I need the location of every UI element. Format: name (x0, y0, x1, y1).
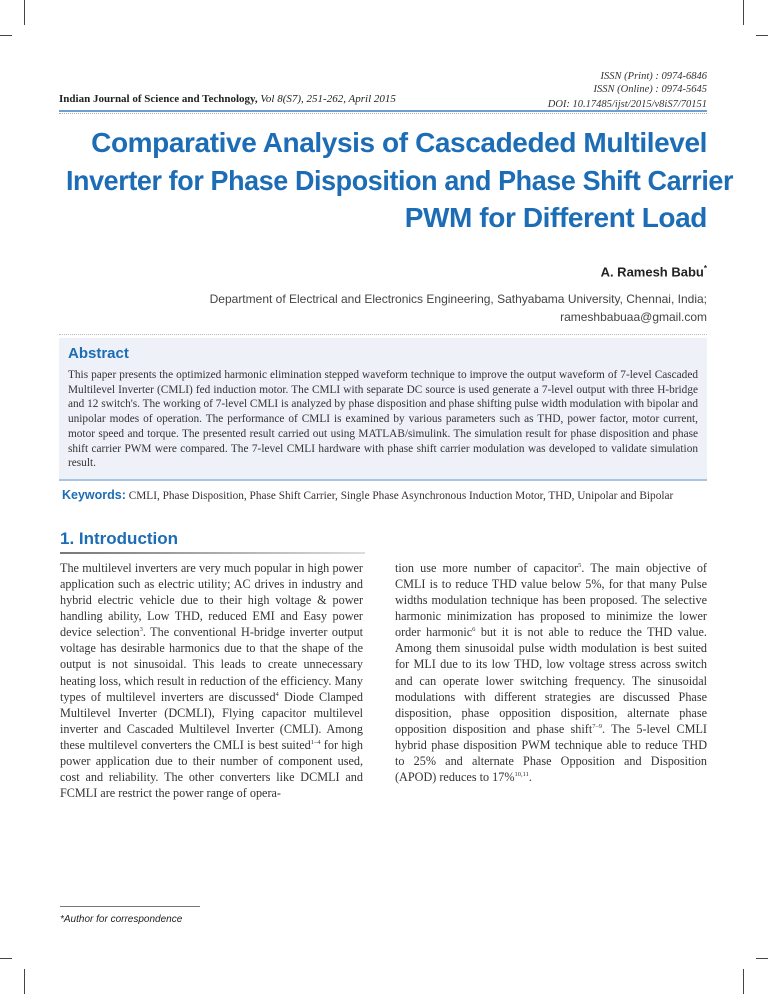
citation-ref: 1–4 (310, 738, 321, 746)
citation-ref: 7–9 (592, 722, 602, 730)
body-text: tion use more number of capacitor (395, 560, 579, 575)
abstract-heading: Abstract (68, 345, 129, 362)
crop-mark (743, 969, 744, 994)
crop-mark (0, 35, 12, 36)
affiliation (210, 290, 707, 326)
author (601, 264, 707, 279)
footnote: *Author for correspondence (60, 914, 183, 925)
title-line: PWM for Different Load (404, 202, 707, 233)
issn-online: ISSN (Online) : 0974-5645 (593, 84, 707, 95)
main-content (59, 338, 707, 801)
keywords-label: Keywords: (62, 487, 126, 502)
citation-ref: 6 (472, 626, 476, 634)
body-text: but it is not able to reduce the THD value. Among them sinusoidal pulse width modulation is best suited for MLI due to its low THD, low voltage stress across switch and can operate lower switching frequency. The sinusoidal modulations with different strategies are discussed Phase disposition, phase opposition disposition, alternate phase opposition disposition and phase shift (395, 625, 707, 736)
body-text: The multilevel inverters are very much popular in high power application such as electric utility; AC drives in industry and hybrid electric vehicle due to their high voltage & power handling ability, Low THD, reduced EMI and Easy power device selection (60, 560, 363, 640)
citation-ref: 3 (139, 626, 143, 634)
header-rule (59, 110, 707, 112)
body-text: Diode Clamped Multilevel Inverter (DCMLI), Flying capacitor multilevel inverter and Cascaded Multilevel Inverter (CMLI). Among these multilevel converters the CMLI is best suited (60, 689, 363, 752)
section-heading: 1. Introduction (60, 528, 179, 548)
affiliation-line: Department of Electrical and Electronics Engineering, Sathyabama University, Chennai, India; (209, 292, 707, 306)
abstract-box (59, 338, 707, 481)
citation-ref: 4 (275, 690, 279, 698)
citation-ref: 5 (578, 561, 582, 569)
paper-title (40, 124, 734, 237)
title-line: Comparative Analysis of Cascadeded Multilevel (91, 127, 707, 158)
crop-mark (756, 35, 768, 36)
section-rule (60, 552, 365, 554)
body-text: . The main objective of CMLI is to reduce THD value below 5%, for that many Pulse widths modulation technique has been proposed. The selective harmonic minimization has proposed to minimize the lower order harmonic (395, 560, 707, 640)
crop-mark (24, 0, 25, 25)
body-text: . The 5-level CMLI hybrid phase disposition PWM technique able to reduce THD to 25% and alternate Phase Opposition and Disposition (APOD) reduces to 17% (395, 721, 707, 785)
body-column-left (60, 560, 363, 801)
issn-print: ISSN (Print) : 0974-6846 (600, 71, 707, 82)
keywords (62, 488, 707, 504)
header-dotted-rule (59, 113, 707, 114)
doi: DOI: 10.17485/ijst/2015/v8iS7/70151 (547, 99, 707, 110)
crop-mark (743, 0, 744, 25)
body-columns (59, 560, 707, 801)
footnote-rule (60, 906, 200, 907)
crop-mark (0, 958, 12, 959)
crop-mark (756, 958, 768, 959)
journal-name: Indian Journal of Science and Technology, (59, 93, 258, 105)
title-line: Inverter for Phase Disposition and Phase Shift Carrier (65, 164, 734, 196)
body-text: . The conventional H-bridge inverter output voltage has desirable harmonics due to that the shape of the output is not sinusoidal. This leads to create unnecessary heating loss, which result in reduction of the efficiency. Many types of multilevel inverters are discussed (60, 625, 364, 704)
body-column-right (395, 560, 707, 801)
citation-ref: 10,11 (514, 771, 529, 779)
divider (59, 334, 707, 335)
journal-issue: Vol 8(S7), 251-262, April 2015 (260, 93, 396, 105)
body-text: for high power application due to their number of component used, cost and reliability. The other converters like DCMLI and FCMLI are restrict the power range of opera- (60, 737, 363, 801)
author-email: rameshbabuaa@gmail.com (560, 310, 707, 324)
author-mark: * (703, 264, 707, 273)
abstract-text: This paper presents the optimized harmonic elimination stepped waveform technique to improve the output waveform of 7-level Cascaded Multilevel Inverter (CMLI) fed induction motor. The CMLI with separate DC source is used generate a 7-level output with three H-bridge and 12 switch's. The working of 7-level CMLI is analyzed by phase disposition and phase shifting pulse width modulation with bipolar and unipolar modes of operation. The performance of CMLI is examined by various parameters such as THD, power factor, motor current, motor speed and torque. The presented result carried out using MATLAB/simulink. The simulation result for phase disposition and phase shift carrier PWM were compared. The 7-level CMLI hardware with phase shift carrier modulation was developed to validate simulation result. (68, 369, 698, 470)
author-name: A. Ramesh Babu (600, 264, 704, 280)
body-text: . (528, 770, 532, 785)
issn-block (548, 70, 707, 111)
keywords-text: CMLI, Phase Disposition, Phase Shift Carrier, Single Phase Asynchronous Induction Motor, THD, Unipolar and Bipolar (125, 489, 674, 502)
crop-mark (24, 969, 25, 994)
journal-citation (59, 93, 396, 105)
